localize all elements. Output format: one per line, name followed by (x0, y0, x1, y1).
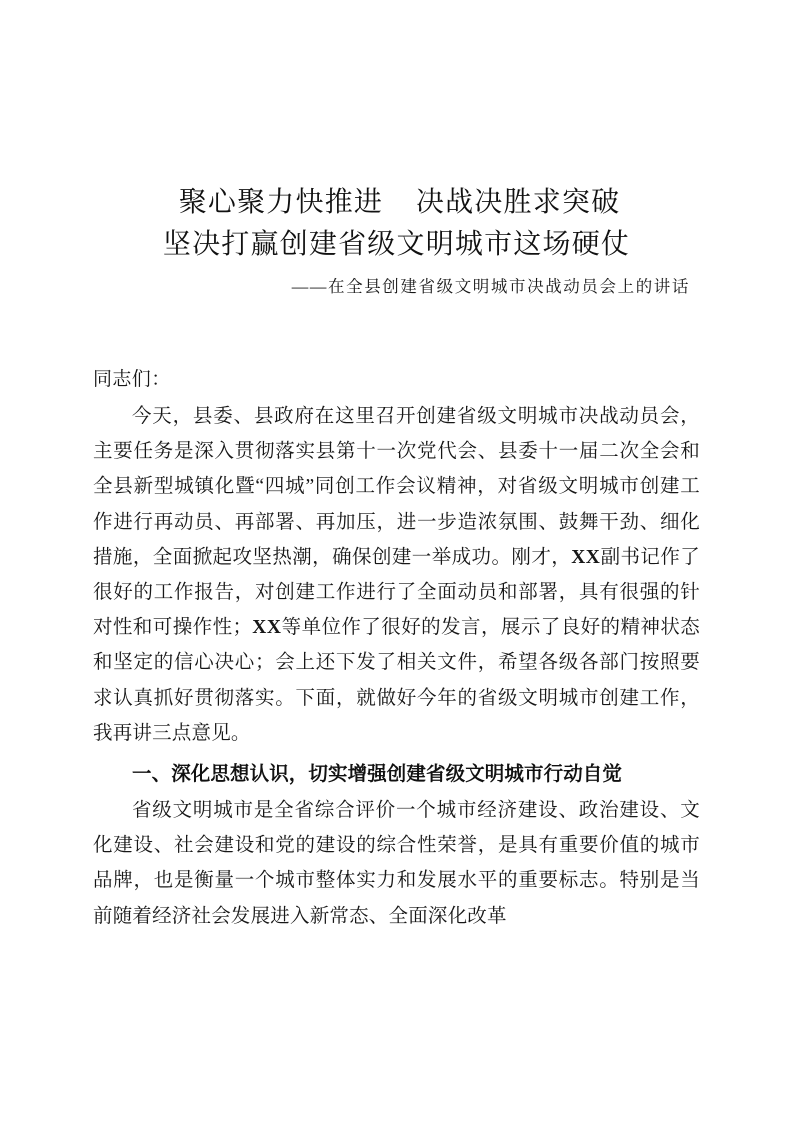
document-title-line-2: 坚决打赢创建省级文明城市这场硬仗 (162, 229, 631, 260)
document-title-line-1: 聚心聚力快推进 决战决胜求突破 (178, 187, 621, 218)
section-heading: 一、深化思想认识，切实增强创建省级文明城市行动自觉 (132, 763, 623, 786)
document-subtitle-row (93, 274, 700, 300)
paragraph: 今天，县委、县政府在这里召开创建省级文明城市决战动员会，主要任务是深入贯彻落实县第十一次党代会、县委十一届二次全会和全县新型城镇化暨“四城”同创工作会议精神，对省级文明城市创建工作进行再动员、再部署、再加压，进一步造浓氛围、鼓舞干劲、细化措施，全面掀起攻坚热潮，确保创建一举成功。刚才，XX副书记作了很好的工作报告，对创建工作进行了全面动员和部署，具有很强的针对性和可操作性；XX等单位作了很好的发言，展示了良好的精神状态和坚定的信心决心；会上还下发了相关文件，希望各级各部门按照要求认真抓好贯彻落实。下面，就做好今年的省级文明城市创建工作，我再讲三点意见。 (93, 406, 700, 744)
document-body (93, 362, 700, 934)
document-title-block (93, 0, 700, 300)
redacted-name-placeholder: XX (252, 617, 282, 639)
document-subtitle: ——在全县创建省级文明城市决战动员会上的讲话 (291, 277, 690, 296)
paragraph: 省级文明城市是全省综合评价一个城市经济建设、政治建设、文化建设、社会建设和党的建设的综合性荣誉，是具有重要价值的城市品牌，也是衡量一个城市整体实力和发展水平的重要标志。特别是当前随着经济社会发展进入新常态、全面深化改革 (93, 800, 700, 927)
redacted-name-placeholder: XX (571, 546, 601, 568)
salutation: 同志们： (93, 369, 171, 390)
